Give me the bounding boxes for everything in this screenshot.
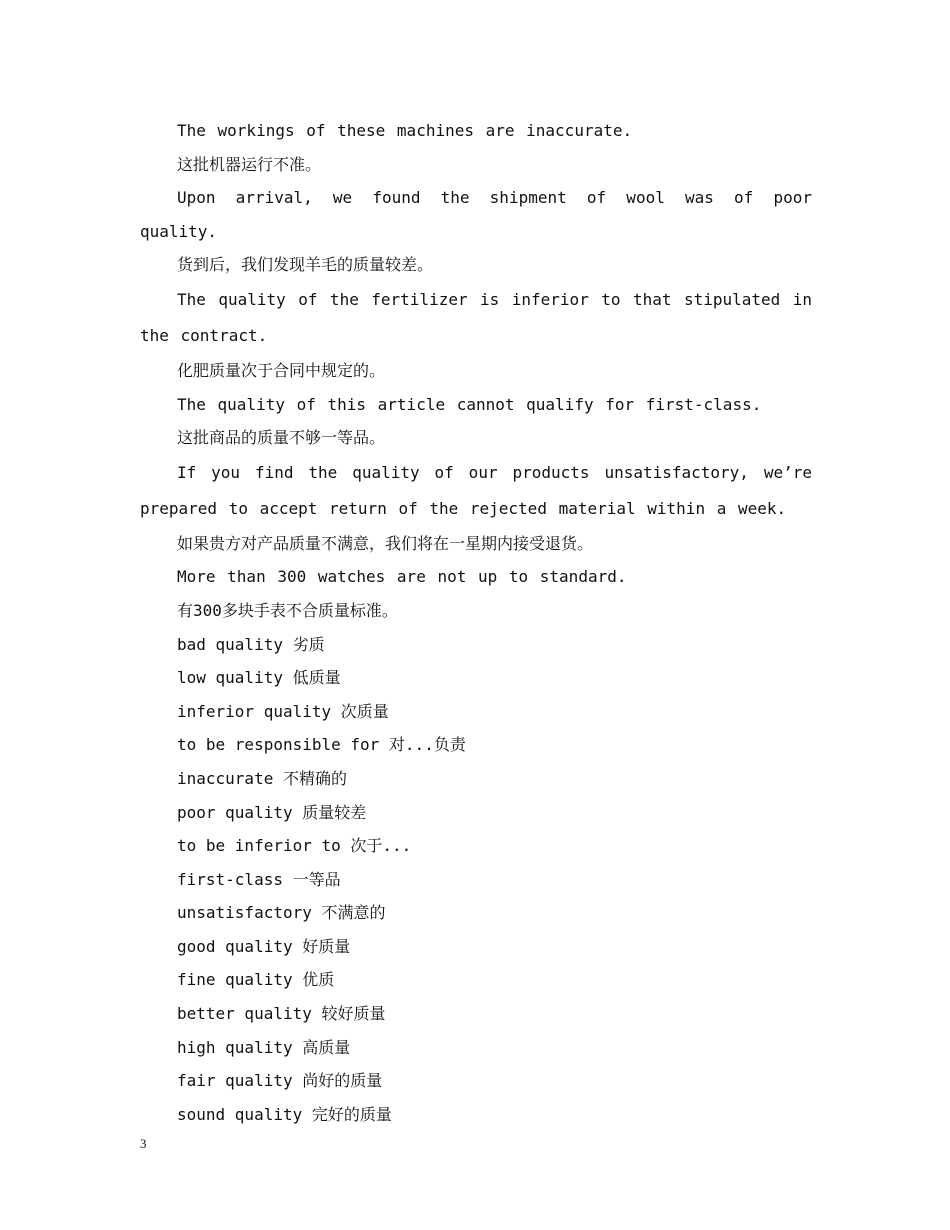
sentence-en: More than 300 watches are not up to standard. <box>177 567 627 587</box>
glossary-list <box>140 628 812 1132</box>
glossary-item: fair quality 尚好的质量 <box>177 1071 383 1091</box>
glossary-item: bad quality 劣质 <box>177 634 325 654</box>
glossary-item: first-class 一等品 <box>177 869 341 889</box>
sentence-en: The workings of these machines are inaccurate. <box>177 121 633 140</box>
sentence-en: Upon arrival, we found the shipment of wool was of poor quality. <box>140 188 812 241</box>
glossary-item: unsatisfactory 不满意的 <box>177 903 386 923</box>
glossary-item: better quality 较好质量 <box>177 1004 386 1024</box>
sentence-zh: 货到后，我们发现羊毛的质量较差。 <box>177 255 434 275</box>
sentence-en: The quality of the fertilizer is inferior to that stipulated in the contract. <box>140 289 812 345</box>
glossary-item: to be inferior to 次于... <box>177 836 412 856</box>
glossary-item: to be responsible for 对...负责 <box>177 735 466 755</box>
glossary-item: fine quality 优质 <box>177 970 335 990</box>
sentence-zh: 这批机器运行不准。 <box>177 154 322 174</box>
sentence-zh: 这批商品的质量不够一等品。 <box>177 428 386 448</box>
glossary-item: inferior quality 次质量 <box>177 701 389 721</box>
sentence-en: The quality of this article cannot qualify for first-class. <box>177 394 762 414</box>
sentence-zh: 有300多块手表不合质量标准。 <box>177 600 398 620</box>
page-content <box>140 114 812 1131</box>
glossary-item: sound quality 完好的质量 <box>177 1104 392 1124</box>
glossary-item: poor quality 质量较差 <box>177 802 367 822</box>
glossary-item: inaccurate 不精确的 <box>177 768 347 788</box>
glossary-item: good quality 好质量 <box>177 936 351 956</box>
page-number: 3 <box>140 1136 147 1151</box>
sentence-en: If you find the quality of our products unsatisfactory, we’re prepared to accept return of the rejected material within a week. <box>140 462 812 518</box>
sentence-zh: 化肥质量次于合同中规定的。 <box>177 360 386 380</box>
sentence-zh: 如果贵方对产品质量不满意，我们将在一星期内接受退货。 <box>177 533 594 553</box>
glossary-item: high quality 高质量 <box>177 1037 351 1057</box>
glossary-item: low quality 低质量 <box>177 668 341 688</box>
